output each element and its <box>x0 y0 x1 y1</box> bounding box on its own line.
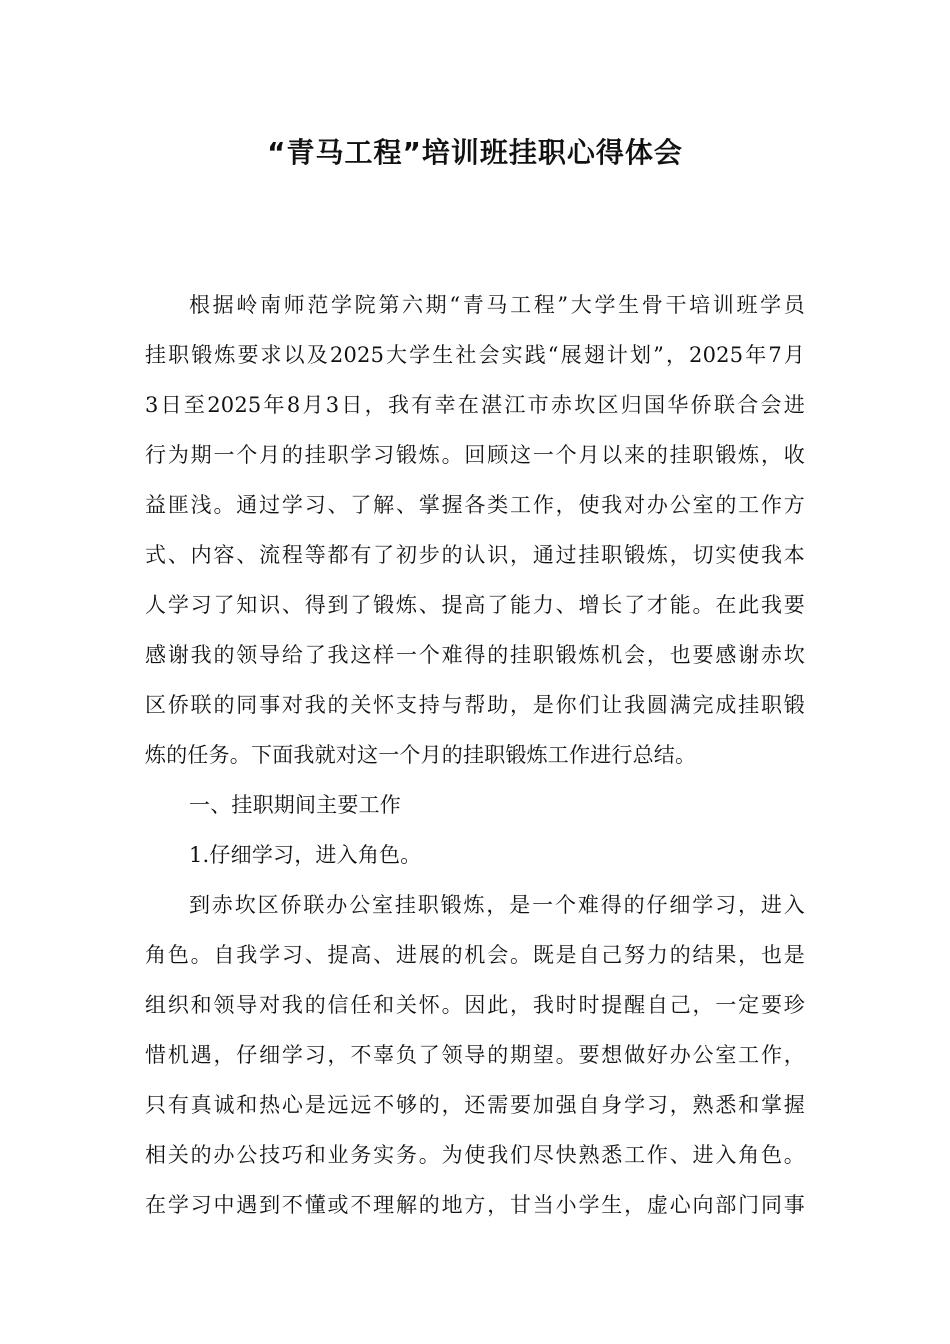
paragraph-line: 在学习中遇到不懂或不理解的地方，甘当小学生，虚心向部门同事 <box>145 1193 805 1217</box>
subsection-heading: 1.仔细学习，进入角色。 <box>189 843 422 867</box>
paragraph-line: 角色。自我学习、提高、进展的机会。既是自己努力的结果，也是 <box>145 943 805 967</box>
paragraph-line: 挂职锻炼要求以及2025大学生社会实践“展翅计划”，2025年7月 <box>145 343 805 367</box>
paragraph-line: 行为期一个月的挂职学习锻炼。回顾这一个月以来的挂职锻炼，收 <box>145 443 805 467</box>
paragraph-line: 3日至2025年8月3日，我有幸在湛江市赤坎区归国华侨联合会进 <box>145 393 805 417</box>
paragraph-line: 惜机遇，仔细学习，不辜负了领导的期望。要想做好办公室工作， <box>145 1043 805 1067</box>
paragraph-line: 相关的办公技巧和业务实务。为使我们尽快熟悉工作、进入角色。 <box>145 1143 805 1167</box>
paragraph-line: 人学习了知识、得到了锻炼、提高了能力、增长了才能。在此我要 <box>145 593 805 617</box>
paragraph-line: 只有真诚和热心是远远不够的，还需要加强自身学习，熟悉和掌握 <box>145 1093 805 1117</box>
document-body <box>145 280 805 1230</box>
paragraph-line: 到赤坎区侨联办公室挂职锻炼，是一个难得的仔细学习，进入 <box>189 893 805 917</box>
paragraph-line: 感谢我的领导给了我这样一个难得的挂职锻炼机会，也要感谢赤坎 <box>145 643 805 667</box>
paragraph-line: 组织和领导对我的信任和关怀。因此，我时时提醒自己，一定要珍 <box>145 993 805 1017</box>
section-heading: 一、挂职期间主要工作 <box>189 793 401 817</box>
paragraph-line: 区侨联的同事对我的关怀支持与帮助，是你们让我圆满完成挂职锻 <box>145 693 805 717</box>
paragraph-line: 益匪浅。通过学习、了解、掌握各类工作，使我对办公室的工作方 <box>145 493 805 517</box>
paragraph-line: 根据岭南师范学院第六期“青马工程”大学生骨干培训班学员 <box>189 293 805 317</box>
paragraph-line: 式、内容、流程等都有了初步的认识，通过挂职锻炼，切实使我本 <box>145 543 805 567</box>
paragraph-line: 炼的任务。下面我就对这一个月的挂职锻炼工作进行总结。 <box>145 743 697 767</box>
document-title: “青马工程”培训班挂职心得体会 <box>267 136 683 169</box>
